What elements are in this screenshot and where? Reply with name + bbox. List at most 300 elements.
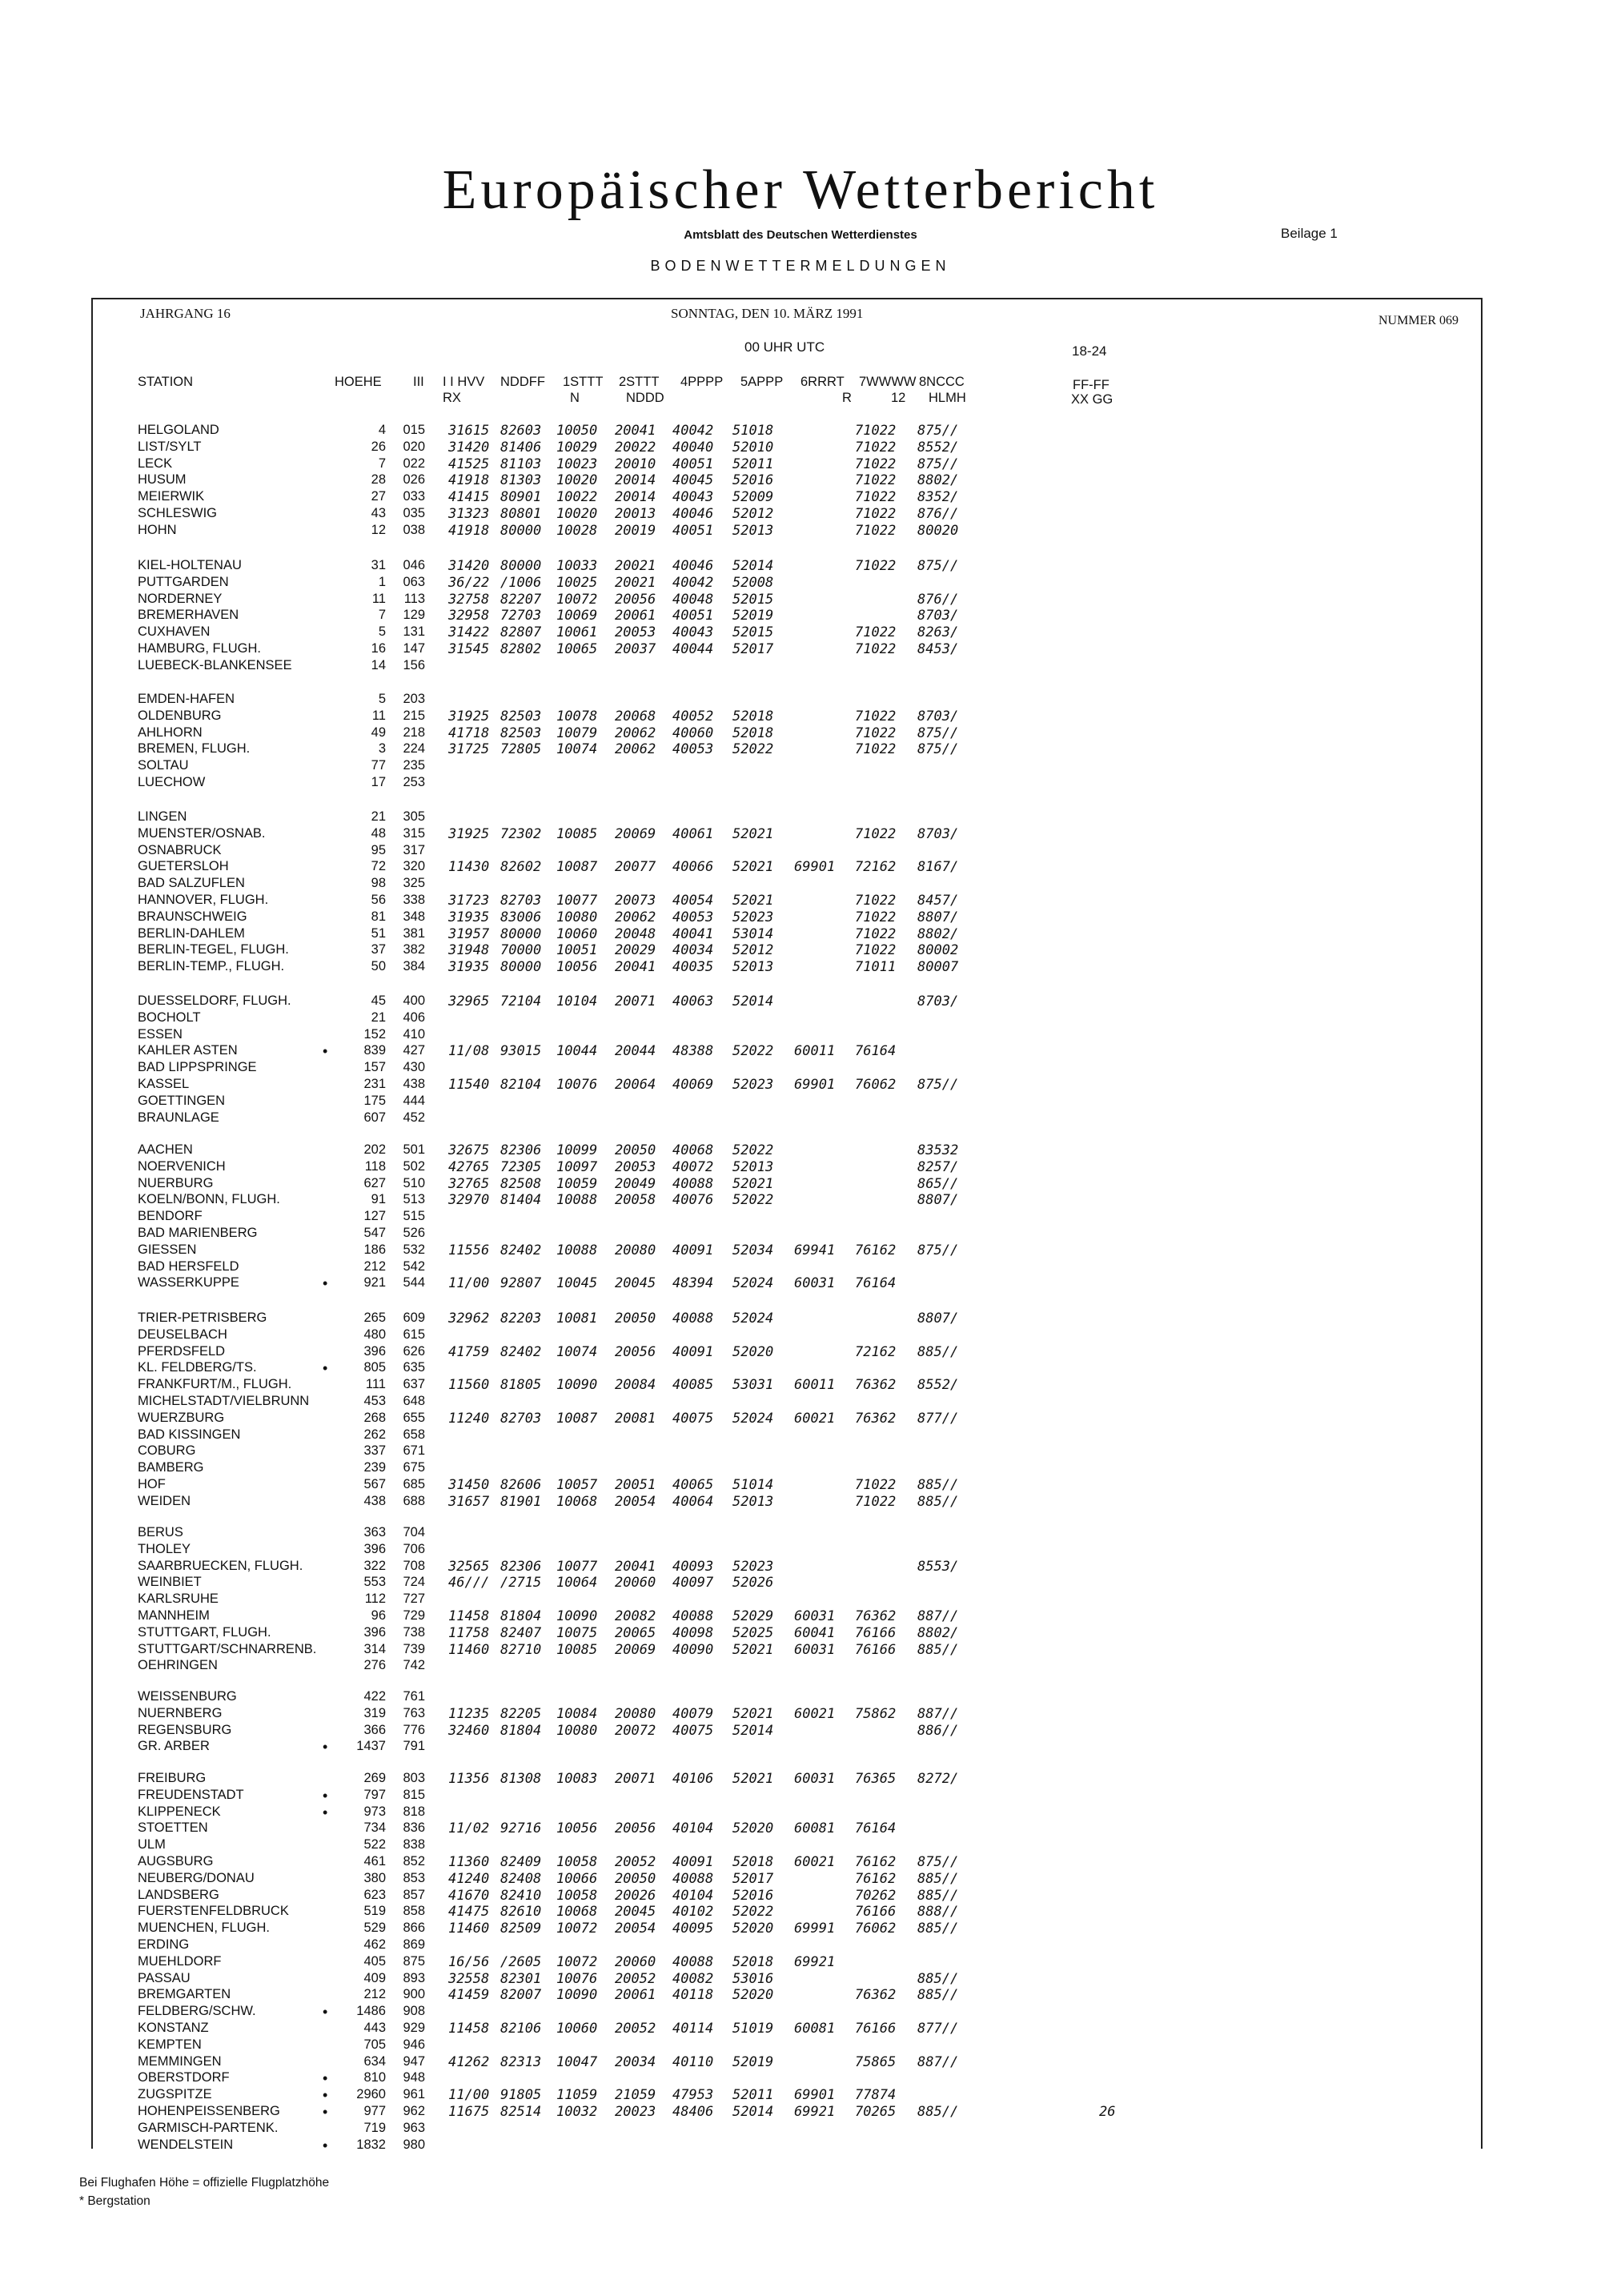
station-name: FELDBERG/SCHW. [138,2004,256,2019]
table-row [0,1094,1601,1110]
synop-group: 11356 [448,1771,490,1787]
synop-group: 20041 [615,1558,656,1575]
table-row [0,1788,1601,1804]
synop-group: 10072 [556,1921,598,1937]
station-height: 45 [371,993,386,1008]
table-row [0,876,1601,893]
station-name: KARLSRUHE [138,1592,219,1607]
synop-group: 11360 [448,1854,490,1870]
synop-group: 80801 [500,506,542,522]
page-title: Europäischer Wetterbericht [442,159,1159,221]
synop-group: 885// [917,1641,959,1658]
synop-group: 82207 [500,591,542,608]
synop-group: 20026 [615,1887,656,1904]
table-row [0,456,1601,473]
table-row [0,1259,1601,1276]
station-height: 265 [363,1311,386,1325]
column-header-iii: III [413,375,424,389]
synop-group: 40044 [672,641,714,657]
jahrgang-label: JAHRGANG 16 [140,306,231,321]
synop-group: 82306 [500,1558,542,1575]
synop-group: 82409 [500,1854,542,1870]
table-row [0,843,1601,860]
station-height: 96 [371,1608,386,1623]
synop-group: 40042 [672,574,714,591]
station-name: BREMEN, FLUGH. [138,741,251,757]
synop-group: 40061 [672,825,714,842]
synop-group: 40091 [672,1343,714,1360]
synop-group: 8553/ [917,1558,959,1575]
synop-group: 20052 [615,1854,656,1870]
synop-group: 31323 [448,506,490,522]
synop-group: 52022 [732,1043,774,1060]
synop-group: 60081 [794,2021,836,2037]
station-id: 215 [403,708,425,723]
synop-group: 81404 [500,1192,542,1209]
synop-group: 52019 [732,608,774,624]
synop-group: 40110 [672,2053,714,2070]
column-header-c8b: 12 [891,391,906,405]
synop-group: 10064 [556,1575,598,1592]
synop-group: 76162 [855,1854,897,1870]
station-name: THOLEY [138,1541,191,1556]
synop-group: 60081 [794,1820,836,1837]
synop-group: 31420 [448,558,490,574]
mountain-station-marker: • [323,2087,328,2104]
synop-group: 20068 [615,708,656,725]
station-id: 738 [403,1624,425,1640]
synop-group: 82205 [500,1705,542,1722]
station-name: NUERBURG [138,1175,214,1190]
station-id: 253 [403,775,425,789]
synop-group: 8257/ [917,1158,959,1175]
synop-group: 20029 [615,942,656,959]
table-row [0,1608,1601,1625]
station-id: 875 [403,1953,425,1969]
synop-group: 76164 [855,1820,897,1837]
station-id: 655 [403,1410,425,1425]
station-height: 7 [378,608,386,623]
station-id: 836 [403,1820,425,1836]
station-id: 510 [403,1175,425,1190]
station-height: 366 [363,1722,386,1737]
synop-group: 20058 [615,1192,656,1209]
synop-group: 82104 [500,1077,542,1093]
synop-group: 876// [917,591,959,608]
synop-group: 47953 [672,2087,714,2104]
station-id: 946 [403,2037,425,2052]
table-row [0,575,1601,592]
synop-group: 76062 [855,1077,897,1093]
station-height: 37 [371,942,386,957]
synop-group: 76362 [855,1608,897,1624]
station-height: 1486 [356,2004,386,2019]
synop-group: 11458 [448,2021,490,2037]
synop-group: 40088 [672,1608,714,1624]
station-name: FUERSTENFELDBRUCK [138,1904,289,1919]
synop-group: 82313 [500,2053,542,2070]
station-name: HANNOVER, FLUGH. [138,893,269,907]
synop-group: 48406 [672,2104,714,2120]
synop-group: 10058 [556,1854,598,1870]
table-row [0,826,1601,843]
table-row [0,2087,1601,2104]
synop-group: 71022 [855,1477,897,1493]
synop-group: 31957 [448,925,490,942]
synop-group: 41718 [448,725,490,741]
synop-group: 20010 [615,456,656,472]
synop-group: 52021 [732,859,774,876]
station-height: 734 [363,1820,386,1836]
synop-group: 8272/ [917,1771,959,1787]
synop-group: 40069 [672,1077,714,1093]
synop-group: 52020 [732,1343,774,1360]
table-row [0,2070,1601,2087]
station-id: 502 [403,1158,425,1174]
station-id: 427 [403,1043,425,1058]
station-name: BREMERHAVEN [138,608,239,623]
station-name: BAD SALZUFLEN [138,876,245,891]
station-name: GARMISCH-PARTENK. [138,2120,279,2135]
synop-group: 40041 [672,925,714,942]
synop-group: 71022 [855,456,897,472]
synop-group: 40051 [672,456,714,472]
station-height: 239 [363,1460,386,1475]
synop-group: 48394 [672,1275,714,1292]
synop-group: 11556 [448,1242,490,1258]
synop-group: 20045 [615,1904,656,1921]
synop-group: 40088 [672,1870,714,1887]
section-title: BODENWETTERMELDUNGEN [650,258,951,274]
station-height: 453 [363,1394,386,1408]
synop-group: 76062 [855,1921,897,1937]
station-id: 961 [403,2087,425,2102]
synop-group: 77874 [855,2087,897,2104]
synop-group: 8802/ [917,1624,959,1641]
synop-group: 40042 [672,423,714,439]
table-row [0,1159,1601,1176]
table-row [0,909,1601,926]
synop-group: 31948 [448,942,490,959]
synop-group: 52015 [732,624,774,641]
synop-group: 10090 [556,1377,598,1394]
synop-group: 887// [917,2053,959,2070]
station-height: 77 [371,758,386,773]
table-row [0,1494,1601,1511]
synop-group: 82710 [500,1641,542,1658]
synop-group: 20023 [615,2104,656,2120]
column-header-c6: 5APPP [740,375,784,389]
synop-group: 10088 [556,1242,598,1258]
table-row [0,558,1601,575]
synop-group: 8453/ [917,641,959,657]
column-header-c7b: R [842,391,852,405]
synop-group: /1006 [500,574,542,591]
synop-group: 885// [917,1987,959,2004]
synop-group: 52021 [732,1771,774,1787]
synop-group: 875// [917,456,959,472]
synop-group: 11460 [448,1921,490,1937]
station-id: 033 [403,489,425,504]
station-id: 131 [403,624,425,640]
station-id: 430 [403,1060,425,1075]
station-name: ZUGSPITZE [138,2087,212,2102]
synop-group: 8167/ [917,859,959,876]
issue-number: NUMMER 069 [1378,314,1459,327]
station-height: 268 [363,1410,386,1425]
synop-group: 81901 [500,1493,542,1510]
station-name: WEIDEN [138,1493,191,1508]
station-height: 11 [371,708,386,723]
station-id: 704 [403,1525,425,1539]
synop-group: 10069 [556,608,598,624]
station-id: 410 [403,1026,425,1042]
synop-group: 52012 [732,506,774,522]
synop-group: 80901 [500,489,542,506]
table-row [0,2121,1601,2137]
station-name: PFERDSFELD [138,1343,226,1359]
station-height: 380 [363,1870,386,1885]
synop-group: 40046 [672,558,714,574]
station-id: 532 [403,1242,425,1257]
synop-group: 52015 [732,591,774,608]
station-height: 396 [363,1541,386,1556]
table-row [0,1344,1601,1361]
table-row [0,1142,1601,1159]
station-height: 623 [363,1887,386,1902]
synop-group: 40082 [672,1970,714,1987]
synop-group: 52014 [732,558,774,574]
station-id: 962 [403,2104,425,2118]
synop-group: 40034 [672,942,714,959]
table-row [0,1904,1601,1921]
station-id: 857 [403,1887,425,1902]
synop-group: 20044 [615,1043,656,1060]
station-height: 48 [371,825,386,841]
station-id: 853 [403,1870,425,1885]
station-height: 805 [363,1360,386,1375]
station-height: 276 [363,1658,386,1673]
table-row [0,1987,1601,2004]
synop-group: 20052 [615,2021,656,2037]
station-id: 129 [403,608,425,623]
synop-group: 32675 [448,1142,490,1158]
synop-group: 75865 [855,2053,897,2070]
station-id: 452 [403,1110,425,1125]
station-id: 203 [403,692,425,706]
synop-group: 82407 [500,1624,542,1641]
station-id: 852 [403,1854,425,1869]
synop-group: 10072 [556,1953,598,1970]
synop-group: 8552/ [917,439,959,456]
station-id: 381 [403,925,425,941]
synop-group: 11/00 [448,2087,490,2104]
table-row [0,1427,1601,1444]
synop-group: 20056 [615,1343,656,1360]
station-name: MUENSTER/OSNAB. [138,825,266,841]
table-row [0,1192,1601,1209]
synop-group: 31450 [448,1477,490,1493]
synop-group: 8807/ [917,1192,959,1209]
synop-group: 10022 [556,489,598,506]
synop-group: 76162 [855,1870,897,1887]
station-id: 406 [403,1010,425,1025]
station-id: 626 [403,1343,425,1359]
synop-group: 31925 [448,708,490,725]
synop-group: 52018 [732,725,774,741]
station-id: 685 [403,1477,425,1491]
table-row [0,489,1601,506]
synop-group: 20069 [615,1641,656,1658]
station-name: MICHELSTADT/VIELBRUNN [138,1394,310,1408]
station-height: 269 [363,1771,386,1785]
station-height: 186 [363,1242,386,1257]
station-name: AHLHORN [138,725,203,740]
station-name: NORDERNEY [138,591,223,606]
station-height: 7 [378,456,386,471]
station-height: 396 [363,1624,386,1640]
synop-group: 875// [917,423,959,439]
synop-group: 82703 [500,1410,542,1427]
time-range-label: 18-24 [1072,343,1107,359]
station-name: SAARBRUECKEN, FLUGH. [138,1558,303,1573]
station-height: 202 [363,1142,386,1157]
station-name: HOHENPEISSENBERG [138,2104,280,2118]
synop-group: 76362 [855,1377,897,1394]
synop-group: 72104 [500,993,542,1010]
synop-group: 40053 [672,741,714,758]
station-name: BRAUNSCHWEIG [138,909,247,924]
synop-group: 20052 [615,1970,656,1987]
synop-group: 71022 [855,558,897,574]
station-name: NOERVENICH [138,1158,226,1174]
synop-group: 81805 [500,1377,542,1394]
station-id: 947 [403,2053,425,2069]
footnote-airport-height: Bei Flughafen Höhe = offizielle Flugplatzhöhe [79,2176,330,2190]
table-row [0,1377,1601,1394]
column-header-c9: 8NCCC [919,375,965,389]
station-name: KIEL-HOLTENAU [138,558,242,572]
synop-group: 69921 [794,1953,836,1970]
table-row [0,1706,1601,1723]
station-name: PASSAU [138,1970,191,1985]
synop-group: 10079 [556,725,598,741]
synop-group: 887// [917,1705,959,1722]
synop-group: 40063 [672,993,714,1010]
station-height: 634 [363,2053,386,2069]
station-height: 839 [363,1043,386,1058]
station-id: 671 [403,1443,425,1459]
station-name: WASSERKUPPE [138,1275,239,1290]
station-name: HELGOLAND [138,423,219,437]
station-name: MUEHLDORF [138,1953,222,1969]
synop-group: 20054 [615,1493,656,1510]
table-row [0,758,1601,775]
station-id: 218 [403,725,425,740]
station-id: 635 [403,1360,425,1375]
synop-group: 31925 [448,825,490,842]
synop-group: 876// [917,506,959,522]
synop-group: 82807 [500,624,542,641]
synop-group: 10025 [556,574,598,591]
synop-group: 60031 [794,1771,836,1787]
synop-group: 10020 [556,472,598,489]
synop-group: 71022 [855,909,897,925]
station-id: 113 [403,591,425,606]
synop-group: 10060 [556,925,598,942]
column-header-c9b: HLMH [929,391,966,405]
synop-group: 76166 [855,1904,897,1921]
synop-group: 10056 [556,1820,598,1837]
column-header-c8: 7WWWW [859,375,917,389]
station-name: BRAUNLAGE [138,1110,219,1125]
station-height: 409 [363,1970,386,1985]
synop-group: 40118 [672,1987,714,2004]
synop-group: 82509 [500,1921,542,1937]
synop-group: 8807/ [917,1311,959,1327]
synop-group: 31935 [448,909,490,925]
synop-group: 10028 [556,522,598,539]
synop-group: 52023 [732,1077,774,1093]
station-name: LECK [138,456,173,471]
station-height: 16 [371,641,386,656]
station-name: ULM [138,1837,166,1852]
station-name: DEUSELBACH [138,1327,227,1342]
station-name: HAMBURG, FLUGH. [138,641,262,656]
synop-group: 40054 [672,893,714,909]
station-name: BERLIN-DAHLEM [138,925,245,941]
synop-group: 10080 [556,1722,598,1739]
station-id: 791 [403,1739,425,1754]
synop-group: 10056 [556,959,598,976]
synop-group: 82410 [500,1887,542,1904]
footnote-mountain-station: * Bergstation [79,2194,150,2208]
synop-group: 41262 [448,2053,490,2070]
synop-group: 60041 [794,1624,836,1641]
station-name: WEINBIET [138,1575,202,1590]
station-name: GIESSEN [138,1242,197,1257]
synop-group: 69991 [794,1921,836,1937]
synop-group: 40060 [672,725,714,741]
station-height: 705 [363,2037,386,2052]
synop-group: 32958 [448,608,490,624]
table-row [0,1360,1601,1377]
station-height: 797 [363,1787,386,1802]
station-name: MANNHEIM [138,1608,210,1623]
synop-group: 40035 [672,959,714,976]
synop-group: 10032 [556,2104,598,2120]
table-row [0,2054,1601,2071]
station-name: TRIER-PETRISBERG [138,1311,267,1325]
synop-group: 40091 [672,1242,714,1258]
station-id: 675 [403,1460,425,1475]
station-id: 708 [403,1558,425,1573]
synop-group: 20049 [615,1175,656,1192]
synop-group: 20037 [615,641,656,657]
table-row [0,1658,1601,1675]
synop-group: 71022 [855,925,897,942]
synop-group: 71022 [855,641,897,657]
synop-group: 40075 [672,1722,714,1739]
table-row [0,1592,1601,1608]
synop-group: 52023 [732,909,774,925]
station-id: 742 [403,1658,425,1673]
synop-group: /2715 [500,1575,542,1592]
synop-group: 10074 [556,1343,598,1360]
synop-group: 76166 [855,1624,897,1641]
synop-group: 16/56 [448,1953,490,1970]
table-row [0,1394,1601,1411]
